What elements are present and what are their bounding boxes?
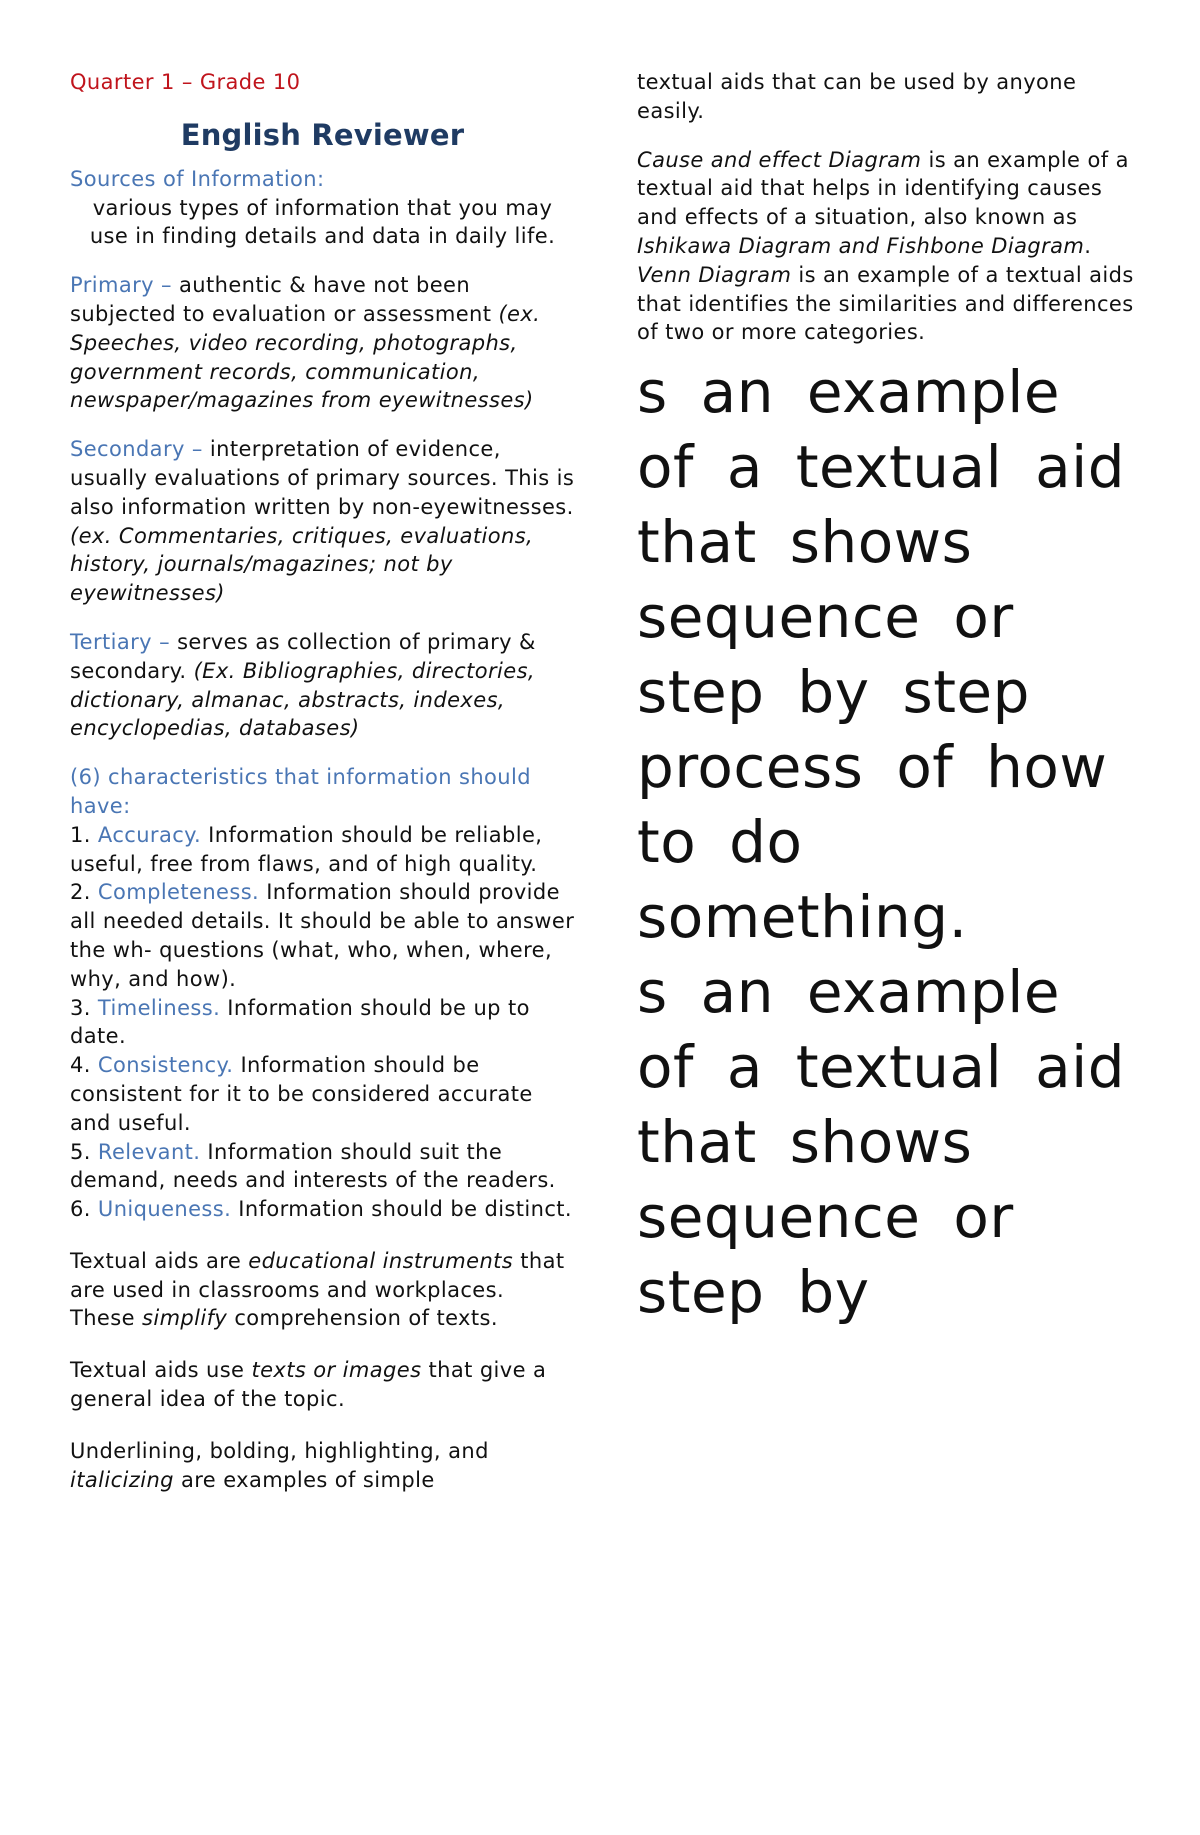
characteristics-heading: (6) characteristics that information should have: — [70, 765, 531, 818]
item-number: 3. — [70, 995, 98, 1020]
item-name: Accuracy. — [97, 822, 202, 847]
large-text-block-2: s an example of a textual aid that shows sequence or step by — [637, 958, 1126, 1327]
venn-paragraph — [637, 261, 1142, 347]
primary-examples: (ex. Speeches, video recording, photographs, government records, communication, newspaper/magazines from eyewitnesses) — [70, 301, 541, 413]
page-title: English Reviewer — [180, 117, 465, 152]
item-desc: Information should be reliable, useful, free from flaws, and of high quality. — [70, 822, 543, 876]
text-run-italic: educational instruments — [248, 1248, 514, 1273]
list-item — [70, 1195, 575, 1224]
tertiary-paragraph — [70, 628, 575, 743]
text-run: that are used in classrooms and workplaces. These — [70, 1248, 565, 1331]
item-desc: Information should suit the demand, needs and interests of the readers. — [70, 1139, 556, 1193]
primary-label: Primary – — [70, 273, 172, 298]
left-column — [70, 68, 575, 1494]
list-item — [70, 821, 575, 879]
tertiary-label: Tertiary – — [70, 629, 170, 654]
item-desc: Information should be consistent for it to be considered accurate and useful. — [70, 1053, 533, 1135]
text-run: Underlining, bolding, highlighting, and — [70, 1438, 489, 1463]
item-name: Relevant. — [97, 1139, 201, 1164]
item-number: 5. — [70, 1139, 98, 1164]
secondary-paragraph — [70, 435, 575, 608]
sources-definition: various types of information that you may use in finding details and data in daily life. — [89, 195, 556, 249]
textual-aids-paragraph-2 — [70, 1356, 575, 1414]
text-run: Textual aids use — [70, 1358, 252, 1383]
item-name: Consistency. — [97, 1053, 234, 1078]
secondary-label: Secondary – — [70, 437, 203, 462]
text-run-italic: simplify — [142, 1306, 228, 1331]
text-run: comprehension of texts. — [227, 1306, 498, 1331]
item-name: Completeness. — [97, 880, 260, 905]
text-run-italic: Venn Diagram — [637, 262, 792, 287]
text-run: that give a general idea of the topic. — [70, 1358, 547, 1412]
item-number: 1. — [70, 822, 98, 847]
text-run: Textual aids are — [70, 1248, 249, 1273]
primary-text: authentic & have not been subjected to evaluation or assessment — [70, 273, 499, 326]
text-run-italic: italicizing — [70, 1467, 174, 1492]
quarter-label: Quarter 1 – Grade 10 — [70, 70, 301, 94]
item-number: 4. — [70, 1053, 98, 1078]
tertiary-text: serves as collection of primary & secondary. — [70, 629, 536, 683]
textual-aids-paragraph-3 — [70, 1437, 575, 1495]
text-run: is an example of a textual aids that identifies the similarities and differences of two or more categories. — [637, 262, 1134, 345]
sources-heading: Sources of Information: — [70, 166, 325, 191]
text-run: . — [1084, 233, 1092, 258]
item-desc: Information should be distinct. — [231, 1197, 573, 1222]
text-run: is an example of a textual aid that helps in identifying causes and effects of a situation, also known as — [637, 147, 1129, 230]
textual-aids-paragraph-3-continued: textual aids that can be used by anyone easily. — [637, 70, 1077, 123]
item-desc: Information should be up to date. — [70, 995, 530, 1049]
item-number: 6. — [70, 1197, 98, 1222]
list-item — [70, 878, 575, 993]
primary-paragraph — [70, 271, 575, 415]
item-desc: Information should provide all needed details. It should be able to answer the wh- questions (what, who, when, where, why, and how). — [70, 880, 575, 991]
secondary-examples: (ex. Commentaries, critiques, evaluations, history, journals/magazines; not by eyewitnesses) — [70, 523, 534, 606]
tertiary-examples: (Ex. Bibliographies, directories, dictionary, almanac, abstracts, indexes, encyclopedias, databases) — [70, 658, 535, 741]
large-text-block-1: s an example of a textual aid that shows sequence or step by step process of how to do something. — [637, 358, 1126, 952]
text-run-italic: Cause and effect Diagram — [637, 147, 922, 172]
text-run: are examples of simple — [173, 1467, 435, 1492]
cause-effect-paragraph — [637, 146, 1142, 261]
item-name: Timeliness. — [97, 995, 221, 1020]
list-item — [70, 1138, 575, 1196]
list-item — [70, 1051, 575, 1137]
text-run-italic: Ishikawa Diagram and Fishbone Diagram — [637, 233, 1085, 258]
item-name: Uniqueness. — [97, 1197, 232, 1222]
text-run-italic: texts or images — [251, 1358, 422, 1383]
item-number: 2. — [70, 880, 98, 905]
textual-aids-paragraph-1 — [70, 1247, 575, 1333]
secondary-text: interpretation of evidence, usually evaluations of primary sources. This is also information written by non-eyewitnesses. — [70, 437, 575, 519]
list-item — [70, 994, 575, 1052]
right-column — [637, 68, 1142, 1330]
